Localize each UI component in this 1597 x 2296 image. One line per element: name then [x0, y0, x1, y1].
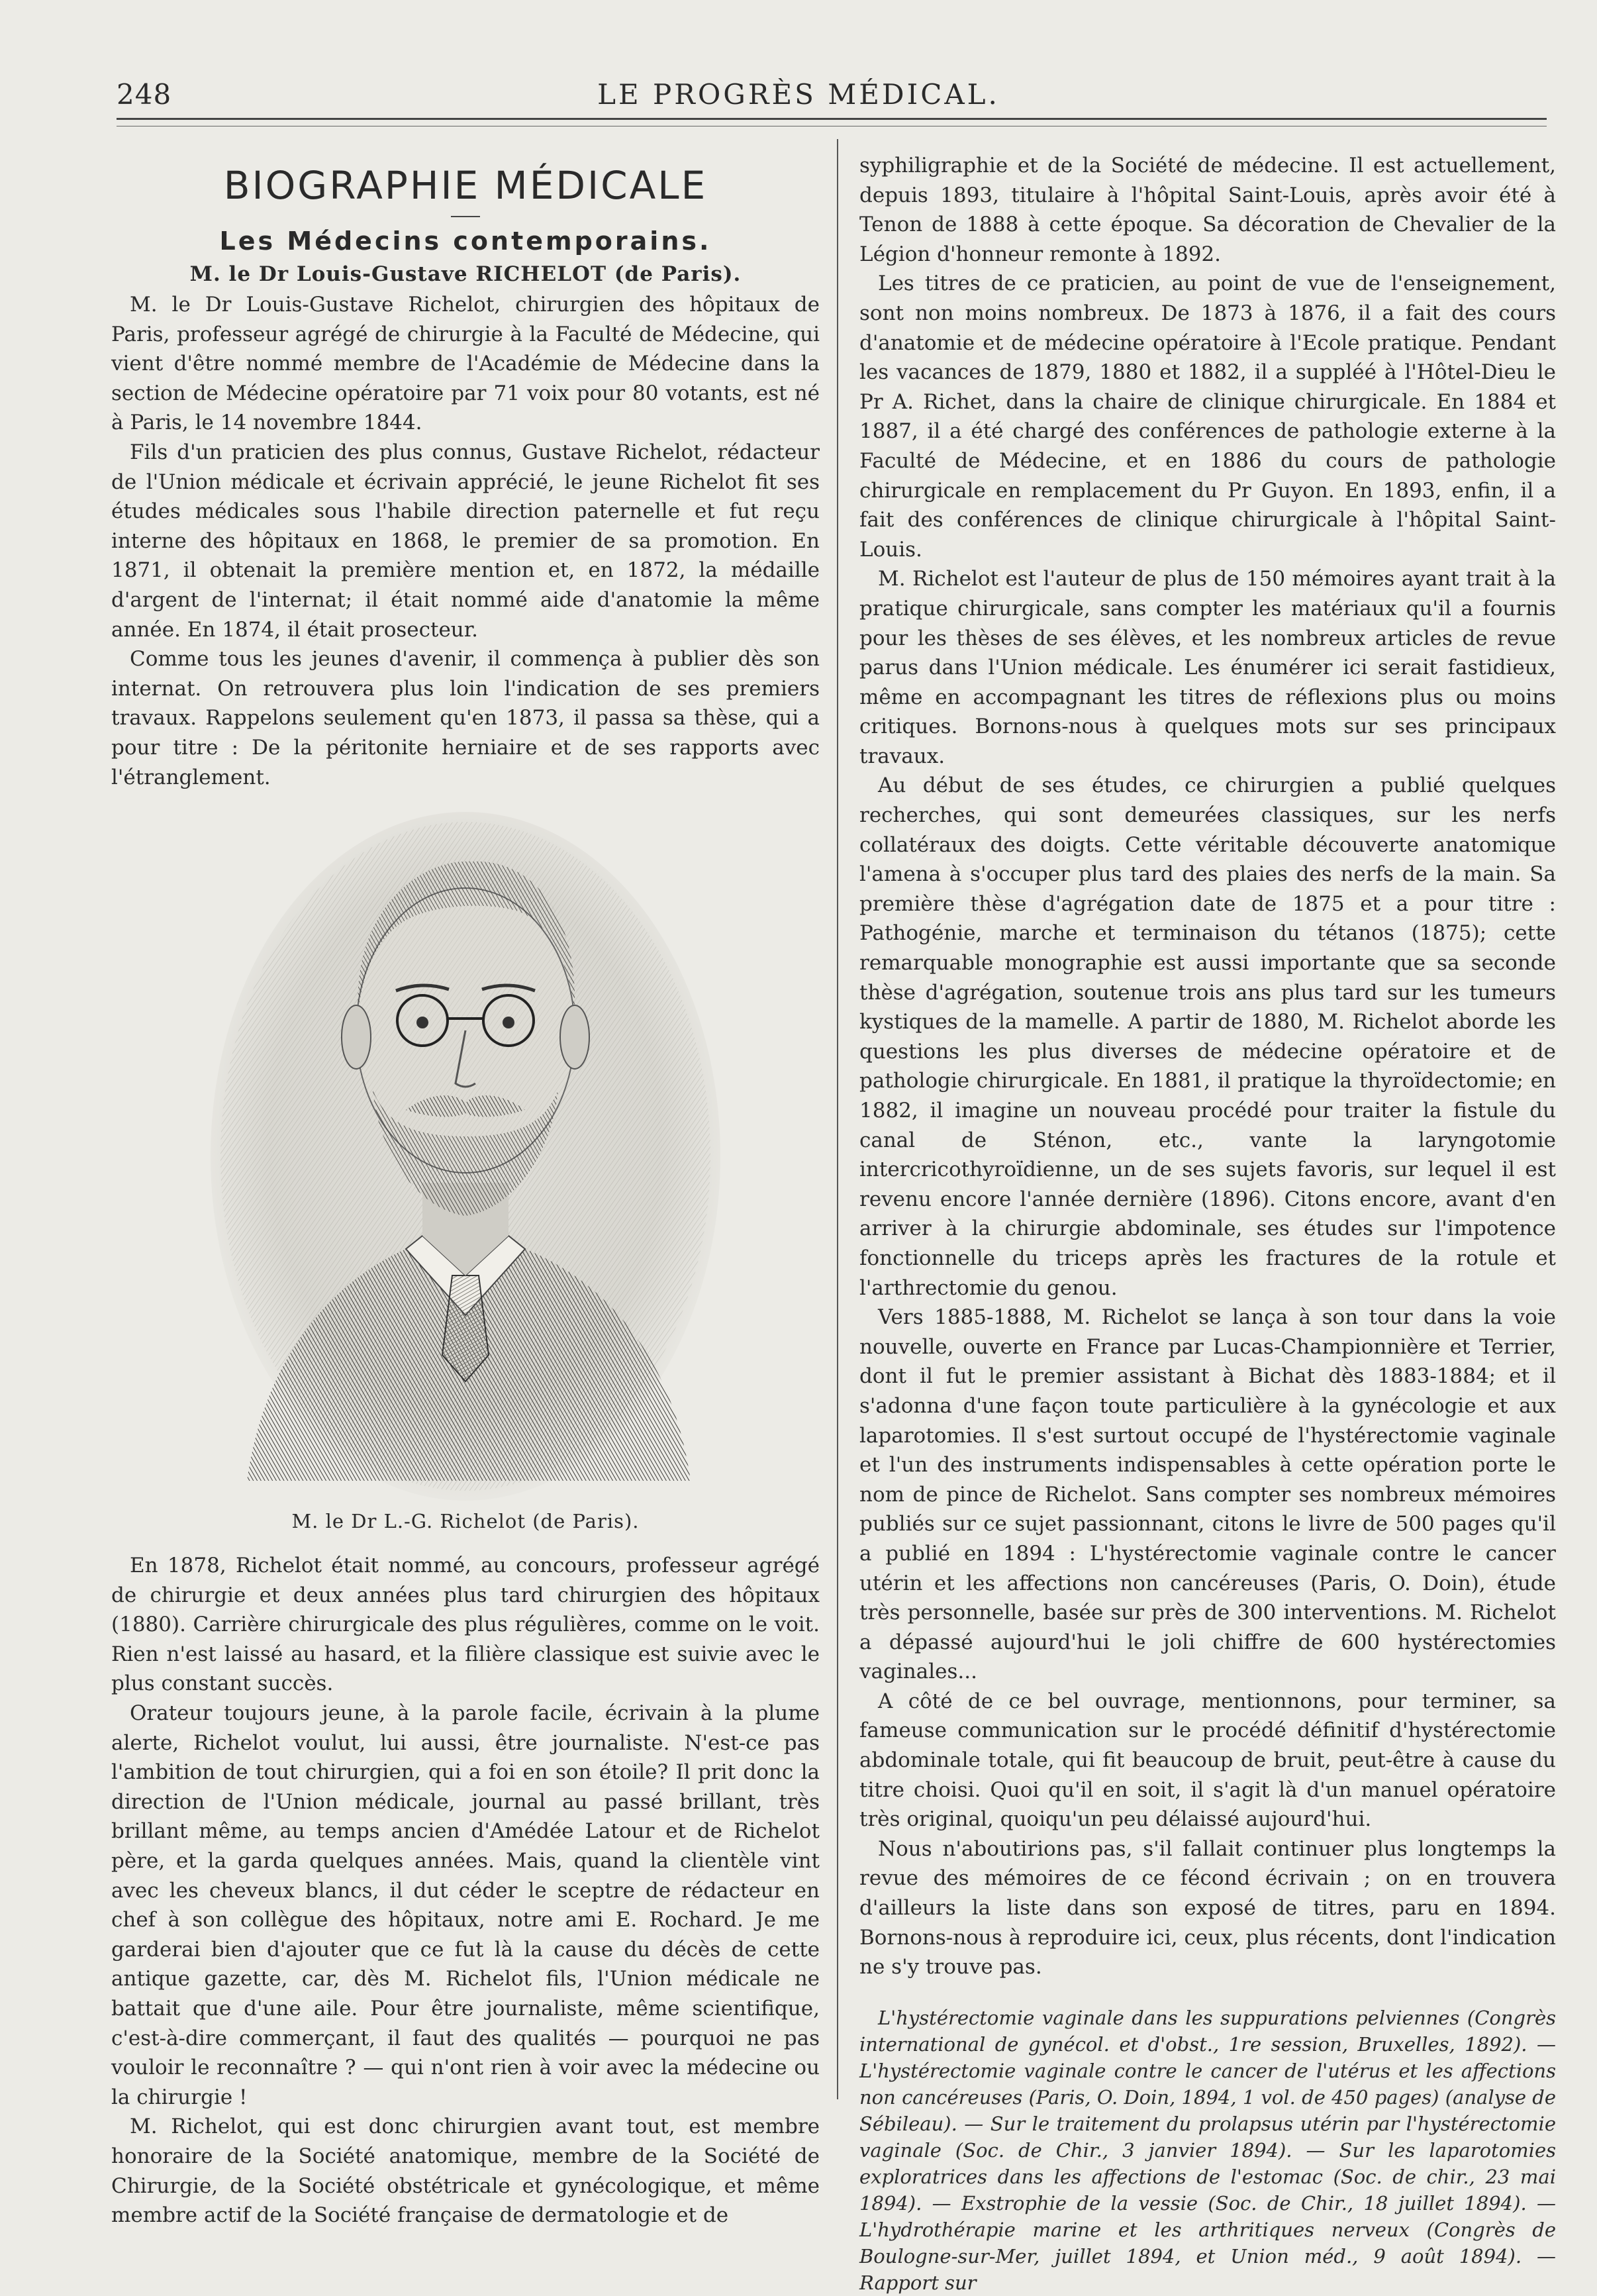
paragraph: syphiligraphie et de la Société de médecine. Il est actuellement, depuis 1893, titulaire à l'hôpital Saint-Louis, après avoir été à Tenon de 1888 à cette époque. Sa décoration de Chevalier de la Légion d'honneur remonte à 1892.	[859, 154, 1556, 266]
paragraph: A côté de ce bel ouvrage, mentionnons, pour terminer, sa fameuse communication sur le procédé définitif d'hystérectomie abdominale totale, qui fit beaucoup de bruit, peut-être à cause du titre choisi. Quoi qu'il en soit, il s'agit là d'un manuel opératoire très original, quoiqu'un peu délaissé aujourd'hui.	[859, 1689, 1556, 1832]
paragraph: M. Richelot, qui est donc chirurgien avant tout, est membre honoraire de la Société anatomique, membre de la Société de Chirurgie, de la Société obstétricale et gynécologique, et même membre actif de la Société française de dermatologie et de	[111, 2115, 820, 2228]
portrait-caption: M. le Dr L.-G. Richelot (de Paris).	[291, 1510, 640, 1533]
paragraph: Au début de ses études, ce chirurgien a publié quelques recherches, qui sont demeurées classiques, sur les nerfs collatéraux des doigts. Cette véritable découverte anatomique l'amena à s'occuper plus tard des plaies des nerfs de la main. Sa première thèse d'agrégation date de 1875 et a pour titre : Pathogénie, marche et terminaison du tétanos (1875); cette remarquable monographie est aussi importante que sa seconde thèse d'agrégation, soutenue trois ans plus tard sur les tumeurs kystiques de la mamelle. A partir de 1880, M. Richelot aborde les questions les plus diverses de médecine opératoire et de pathologie chirurgicale. En 1881, il pratique la thyroïdectomie; en 1882, il imagine un nouveau procédé pour traiter la fistule du canal de Sténon, etc., vante la laryngotomie intercricothyroïdienne, un de ses sujets favoris, sur lequel il est revenu encore l'année dernière (1896). Citons encore, avant d'en arriver à la chirurgie abdominale, ses études sur l'impotence fonctionnelle du triceps après les fractures de la rotule et l'arthrectomie du genou.	[859, 774, 1556, 1300]
header-rule	[117, 118, 1547, 120]
portrait-illustration	[207, 812, 724, 1507]
paragraph: Comme tous les jeunes d'avenir, il commença à publier dès son internat. On retrouvera plus loin l'indication de ses premiers travaux. Rappelons seulement qu'en 1873, il passa sa thèse, qui a pour titre : De la péritonite herniaire et de ses rapports avec l'étranglement.	[111, 647, 820, 789]
right-column	[859, 151, 1556, 2296]
title-dash	[451, 216, 480, 217]
paragraph: Orateur toujours jeune, à la parole facile, écrivain à la plume alerte, Richelot voulut, lui aussi, être journaliste. N'est-ce pas l'ambition de tout chirurgien, qui a foi en son étoile? Il prit donc la direction de l'Union médicale, journal au passé brillant, très brillant même, au temps ancien d'Amédée Latour et de Richelot père, et la garda quelques années. Mais, quand la clientèle vint avec les cheveux blancs, il dut céder le sceptre de rédacteur en chef à son collègue des hôpitaux, notre ami E. Rochard. Je me garderai bien d'ajouter que ce fut là la cause du décès de cette antique gazette, car, dès M. Richelot fils, l'Union médicale ne battait que d'une aile. Pour être journaliste, même scientifique, c'est-à-dire commerçant, il faut des qualités — pourquoi ne pas vouloir le reconnaître ? — qui n'ont rien à voir avec la médecine ou la chirurgie !	[111, 1701, 820, 2109]
column-divider	[837, 139, 838, 2099]
paragraph: Fils d'un praticien des plus connus, Gustave Richelot, rédacteur de l'Union médicale et écrivain apprécié, le jeune Richelot fit ses études médicales sous l'habile direction paternelle et fut reçu interne des hôpitaux en 1868, le premier de sa promotion. En 1871, il obtenait la première mention et, en 1872, la médaille d'argent de l'internat; il était nommé aide d'anatomie la même année. En 1874, il était prosecteur.	[111, 440, 820, 642]
paragraph: M. Richelot est l'auteur de plus de 150 mémoires ayant trait à la pratique chirurgicale, sans compter les matériaux qu'il a fournis pour les thèses de ses élèves, et les nombreux articles de revue parus dans l'Union médicale. Les énumérer ici serait fastidieux, même en accompagnant les titres de réflexions plus ou moins critiques. Bornons-nous à quelques mots sur ses principaux travaux.	[859, 567, 1556, 768]
paragraph: M. le Dr Louis-Gustave Richelot, chirurgien des hôpitaux de Paris, professeur agrégé de chirurgie à la Faculté de Médecine, qui vient d'être nommé membre de l'Académie de Médecine dans la section de Médecine opératoire par 71 voix pour 80 votants, est né à Paris, le 14 novembre 1844.	[111, 293, 820, 435]
journal-title: LE PROGRÈS MÉDICAL.	[597, 78, 1000, 111]
paragraph: Vers 1885-1888, M. Richelot se lança à son tour dans la voie nouvelle, ouverte en France par Lucas-Championnière et Terrier, dont il fut le premier assistant à Bichat dès 1883-1884; et il s'adonna d'une façon toute particulière à la gynécologie et aux laparotomies. Il s'est surtout occupé de l'hystérectomie vaginale et l'un des instruments indispensables à cette opération porte le nom de pince de Richelot. Sans compter ses nombreux mémoires publiés sur ce sujet passionnant, citons le livre de 500 pages qu'il a publié en 1894 : L'hystérectomie vaginale contre le cancer utérin et les affections non cancéreuses (Paris, O. Doin), étude très personnelle, basée sur près de 300 interventions. M. Richelot a dépassé aujourd'hui le joli chiffre de 600 hystérectomies vaginales...	[859, 1305, 1556, 1684]
paragraph: En 1878, Richelot était nommé, au concours, professeur agrégé de chirurgie et deux années plus tard chirurgien des hôpitaux (1880). Carrière chirurgicale des plus régulières, comme on le voit. Rien n'est laissé au hasard, et la filière classique est suivie avec le plus constant succès.	[111, 1554, 820, 1696]
portrait-engraving	[207, 812, 724, 1507]
subject-line: M. le Dr Louis-Gustave RICHELOT (de Paris).	[189, 262, 742, 286]
paragraph: Les titres de ce praticien, au point de vue de l'enseignement, sont non moins nombreux. De 1873 à 1876, il a fait des cours d'anatomie et de médecine opératoire à l'Ecole pratique. Pendant les vacances de 1879, 1880 et 1882, il a suppléé à l'Hôtel-Dieu le Pr A. Richet, dans la chaire de clinique chirurgicale. En 1884 et 1887, il a été chargé des conférences de pathologie externe à la Faculté de Médecine, et en 1886 du cours de pathologie chirurgicale en remplacement du Pr Guyon. En 1893, enfin, il a fait des conférences de clinique chirurgicale à l'hôpital Saint-Louis.	[859, 272, 1556, 562]
left-column	[111, 151, 820, 2230]
section-subtitle: Les Médecins contemporains.	[219, 226, 712, 256]
paragraph: Nous n'aboutirions pas, s'il fallait continuer plus longtemps la revue des mémoires de ce fécond écrivain ; on en trouvera d'ailleurs la liste dans son exposé de titres, paru en 1894. Bornons-nous à reproduire ici, ceux, plus récents, dont l'indication ne s'y trouve pas.	[859, 1836, 1556, 1979]
page-number: 248	[117, 78, 172, 111]
running-head	[117, 78, 1480, 118]
bibliography	[859, 2005, 1556, 2296]
section-title: BIOGRAPHIE MÉDICALE	[223, 163, 708, 208]
bibliography-text: L'hystérectomie vaginale dans les suppurations pelviennes (Congrès international de gynécol. et d'obst., 1re session, Bruxelles, 1892). — L'hystérectomie vaginale contre le cancer de l'utérus et les affections non cancéreuses (Paris, O. Doin, 1894, 1 vol. de 450 pages) (analyse de Sébileau). — Sur le traitement du prolapsus utérin par l'hystérectomie vaginale (Soc. de Chir., 3 janvier 1894). — Sur les laparotomies exploratrices dans les affections de l'estomac (Soc. de chir., 23 mai 1894). — Exstrophie de la vessie (Soc. de Chir., 18 juillet 1894). — L'hydrothérapie marine et les arthritiques nerveux (Congrès de Boulogne-sur-Mer, juillet 1894, et Union méd., 9 août 1894). — Rapport sur	[859, 2006, 1556, 2294]
